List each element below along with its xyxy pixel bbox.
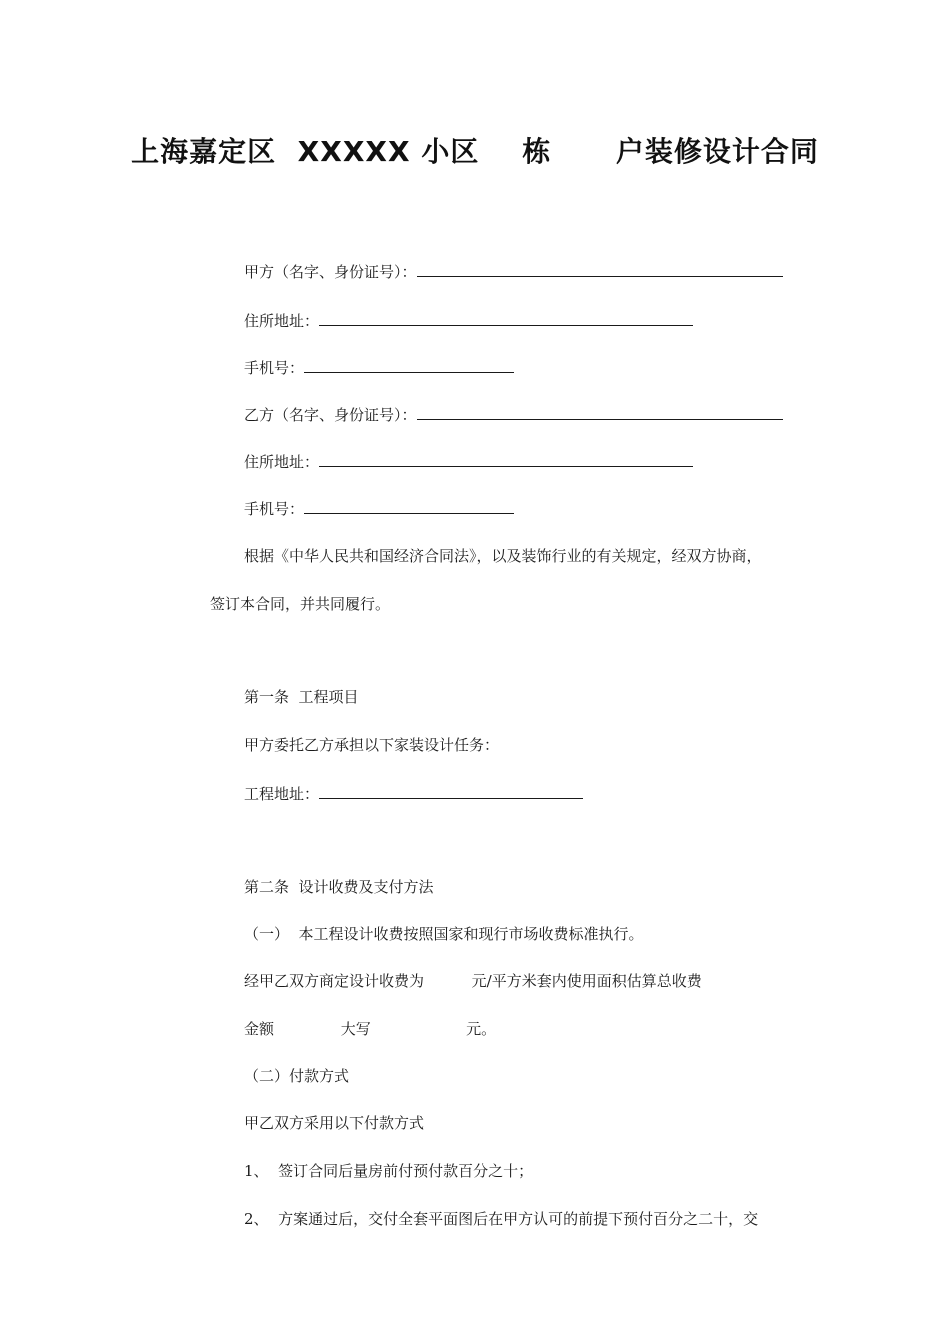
party-a-address-blank[interactable] bbox=[319, 309, 693, 326]
party-a-address-label: 住所地址： bbox=[244, 312, 320, 330]
article-2-clause-2: （二）付款方式 bbox=[244, 1067, 350, 1085]
article-1-intro: 甲方委托乙方承担以下家装设计任务： bbox=[244, 736, 500, 754]
article-2-heading: 第二条 设计收费及支付方法 bbox=[244, 878, 434, 896]
party-b-id-field bbox=[244, 403, 783, 426]
party-b-phone-label: 手机号： bbox=[244, 500, 305, 518]
article-2-clause-1: （一） 本工程设计收费按照国家和现行市场收费标准执行。 bbox=[244, 925, 644, 943]
party-b-phone-blank[interactable] bbox=[304, 497, 514, 514]
party-a-address-field bbox=[244, 309, 693, 332]
party-a-id-blank[interactable] bbox=[417, 260, 783, 277]
party-a-id-field bbox=[244, 260, 783, 283]
contract-title: 上海嘉定区 XXXXX 小区 栋 户装修设计合同 bbox=[131, 135, 819, 168]
party-b-id-label: 乙方（名字、身份证号）： bbox=[244, 406, 417, 424]
fee-line-2: 金额 大写 元。 bbox=[244, 1020, 497, 1038]
party-b-phone-field bbox=[244, 497, 514, 520]
payment-item-1: 1、 签订合同后量房前付预付款百分之十； bbox=[244, 1162, 534, 1180]
party-a-phone-blank[interactable] bbox=[304, 356, 514, 373]
party-a-phone-field bbox=[244, 356, 514, 379]
party-b-address-field bbox=[244, 450, 693, 473]
site-address-blank[interactable] bbox=[319, 782, 583, 799]
article-1-heading: 第一条 工程项目 bbox=[244, 688, 359, 706]
site-address-label: 工程地址： bbox=[244, 785, 320, 803]
site-address-field bbox=[244, 782, 583, 805]
preamble-line-1: 根据《中华人民共和国经济合同法》，以及装饰行业的有关规定，经双方协商， bbox=[244, 547, 762, 565]
payment-item-2: 2、 方案通过后，交付全套平面图后在甲方认可的前提下预付百分之二十，交 bbox=[244, 1210, 759, 1228]
preamble-line-2: 签订本合同，并共同履行。 bbox=[210, 595, 391, 613]
party-b-address-label: 住所地址： bbox=[244, 453, 320, 471]
payment-intro: 甲乙双方采用以下付款方式 bbox=[244, 1114, 425, 1132]
fee-line-1: 经甲乙双方商定设计收费为 元/平方米套内使用面积估算总收费 bbox=[244, 972, 702, 990]
party-a-phone-label: 手机号： bbox=[244, 359, 305, 377]
party-b-id-blank[interactable] bbox=[417, 403, 783, 420]
party-a-id-label: 甲方（名字、身份证号）： bbox=[244, 263, 417, 281]
party-b-address-blank[interactable] bbox=[319, 450, 693, 467]
